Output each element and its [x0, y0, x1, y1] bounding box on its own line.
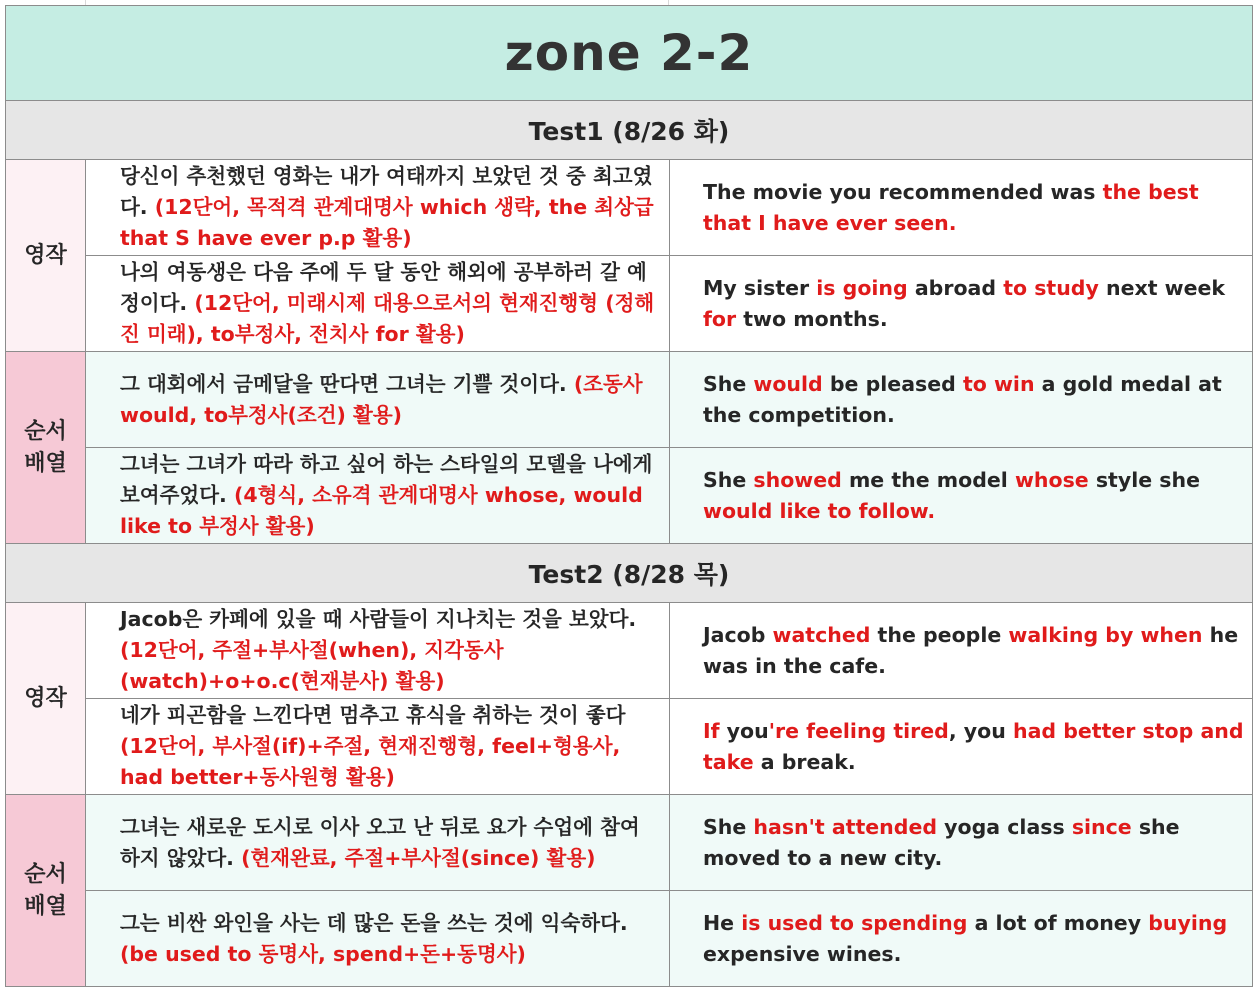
- answer-text: a break.: [753, 749, 856, 774]
- korean-sentence: 나의 여동생은 다음 주에 두 달 동안 해외에 공부하러 갈 예정이다.: [120, 260, 647, 315]
- english-answer: [670, 891, 1253, 987]
- answer-text: Jacob: [703, 622, 773, 647]
- answer-keyword: is used to spending: [741, 910, 968, 935]
- grammar-hint: (4형식, 소유격 관계대명사 whose, would like to 부정사 활용): [120, 483, 643, 538]
- english-answer: [670, 256, 1253, 352]
- sentence-row: [6, 603, 1253, 699]
- answer-text: abroad: [907, 275, 1004, 300]
- korean-sentence: Jacob은 카페에 있을 때 사람들이 지나치는 것을 보았다.: [120, 607, 637, 631]
- grammar-hint: (be used to 동명사, spend+돈+동명사): [120, 941, 526, 966]
- answer-keyword: had better stop and take: [703, 718, 1251, 774]
- sentence-row: [6, 795, 1253, 891]
- answer-text: expensive wines.: [703, 910, 1235, 966]
- english-answer: [670, 448, 1253, 544]
- category-text: 순서 배열: [24, 418, 67, 476]
- answer-text: He: [703, 910, 742, 935]
- sentence-row: [6, 699, 1253, 795]
- english-answer: [670, 699, 1253, 795]
- answer-text: The movie you recommended was: [703, 179, 1103, 204]
- answer-keyword: showed: [753, 467, 842, 492]
- answer-keyword: whose: [1014, 467, 1089, 492]
- category-label: [6, 160, 86, 352]
- grammar-hint: (12단어, 주절+부사절(when), 지각동사(watch)+o+o.c(현재분사) 활용): [120, 638, 504, 693]
- answer-keyword: to study: [1003, 275, 1099, 300]
- answer-text: two months.: [736, 306, 888, 331]
- korean-prompt: [86, 699, 670, 795]
- answer-text: you: [719, 718, 769, 743]
- category-label: [6, 603, 86, 795]
- sentence-row: [6, 448, 1253, 544]
- answer-text: She: [703, 467, 754, 492]
- answer-text: , you: [948, 718, 1013, 743]
- answer-text: the people: [870, 622, 1009, 647]
- sentence-row: [6, 891, 1253, 987]
- english-answer: [670, 603, 1253, 699]
- answer-keyword: hasn't attended: [753, 814, 938, 839]
- answer-text: next week: [1098, 275, 1233, 300]
- test-heading-row: [6, 101, 1253, 160]
- korean-prompt: [86, 603, 670, 699]
- answer-keyword: since: [1071, 814, 1132, 839]
- worksheet-table: [5, 5, 1253, 987]
- answer-keyword: would: [753, 371, 823, 396]
- korean-sentence: 당신이 추천했던 영화는 내가 여태까지 보았던 것 중 최고였다.: [120, 164, 653, 219]
- answer-text: a gold medal at the competition.: [703, 371, 1229, 427]
- category-label: [6, 352, 86, 544]
- answer-keyword: If: [703, 718, 720, 743]
- grammar-hint: (12단어, 목적격 관계대명사 which 생략, the 최상급 that S have ever p.p 활용): [120, 195, 654, 250]
- answer-keyword: watched: [772, 622, 871, 647]
- sentence-row: [6, 256, 1253, 352]
- answer-keyword: to win: [962, 371, 1035, 396]
- answer-keyword: walking by when: [1008, 622, 1203, 647]
- answer-keyword: would like to follow.: [703, 498, 936, 523]
- test-heading-row: [6, 544, 1253, 603]
- answer-text: She: [703, 814, 754, 839]
- sentence-row: [6, 352, 1253, 448]
- korean-prompt: [86, 448, 670, 544]
- answer-text: be pleased: [822, 371, 963, 396]
- english-answer: [670, 795, 1253, 891]
- answer-text: me the model: [841, 467, 1015, 492]
- answer-keyword: the best that I have ever seen.: [703, 179, 1206, 235]
- korean-sentence: 그는 비싼 와인을 사는 데 많은 돈을 쓰는 것에 익숙하다.: [120, 910, 628, 935]
- grammar-hint: (조동사 would, to부정사(조건) 활용): [120, 371, 643, 427]
- answer-text: She: [703, 371, 754, 396]
- category-label: [6, 795, 86, 987]
- korean-prompt: [86, 891, 670, 987]
- korean-prompt: [86, 160, 670, 256]
- korean-sentence: 그녀는 그녀가 따라 하고 싶어 하는 스타일의 모델을 나에게 보여주었다.: [120, 452, 653, 507]
- english-answer: [670, 352, 1253, 448]
- answer-text: a lot of money: [967, 910, 1149, 935]
- korean-sentence: 그 대회에서 금메달을 딴다면 그녀는 기쁠 것이다.: [120, 371, 567, 396]
- answer-text: he was in the cafe.: [703, 622, 1246, 678]
- korean-sentence: 그녀는 새로운 도시로 이사 오고 난 뒤로 요가 수업에 참여하지 않았다.: [120, 814, 640, 870]
- answer-keyword: buying: [1148, 910, 1228, 935]
- answer-keyword: for: [703, 306, 737, 331]
- grammar-hint: (현재완료, 주절+부사절(since) 활용): [241, 845, 596, 870]
- korean-prompt: [86, 256, 670, 352]
- korean-prompt: [86, 352, 670, 448]
- answer-keyword: is going: [816, 275, 908, 300]
- answer-keyword: 're feeling tired: [768, 718, 949, 743]
- page-title: zone 2-2: [6, 6, 1253, 101]
- grammar-hint: (12단어, 부사절(if)+주절, 현재진행형, feel+형용사, had better+동사원형 활용): [120, 734, 621, 789]
- answer-text: My sister: [703, 275, 817, 300]
- category-text: 영작: [24, 685, 67, 711]
- test-heading: Test1 (8/26 화): [6, 101, 1253, 160]
- answer-text: style she: [1088, 467, 1208, 492]
- sentence-row: [6, 160, 1253, 256]
- test-heading: Test2 (8/28 목): [6, 544, 1253, 603]
- korean-prompt: [86, 795, 670, 891]
- korean-sentence: 네가 피곤함을 느낀다면 멈추고 휴식을 취하는 것이 좋다: [120, 703, 626, 727]
- category-text: 영작: [24, 242, 67, 268]
- category-text: 순서 배열: [24, 861, 67, 919]
- title-row: [6, 6, 1253, 101]
- grammar-hint: (12단어, 미래시제 대용으로서의 현재진행형 (정해진 미래), to부정사, 전치사 for 활용): [120, 291, 655, 346]
- answer-text: yoga class: [937, 814, 1072, 839]
- answer-text: she moved to a new city.: [703, 814, 1187, 870]
- english-answer: [670, 160, 1253, 256]
